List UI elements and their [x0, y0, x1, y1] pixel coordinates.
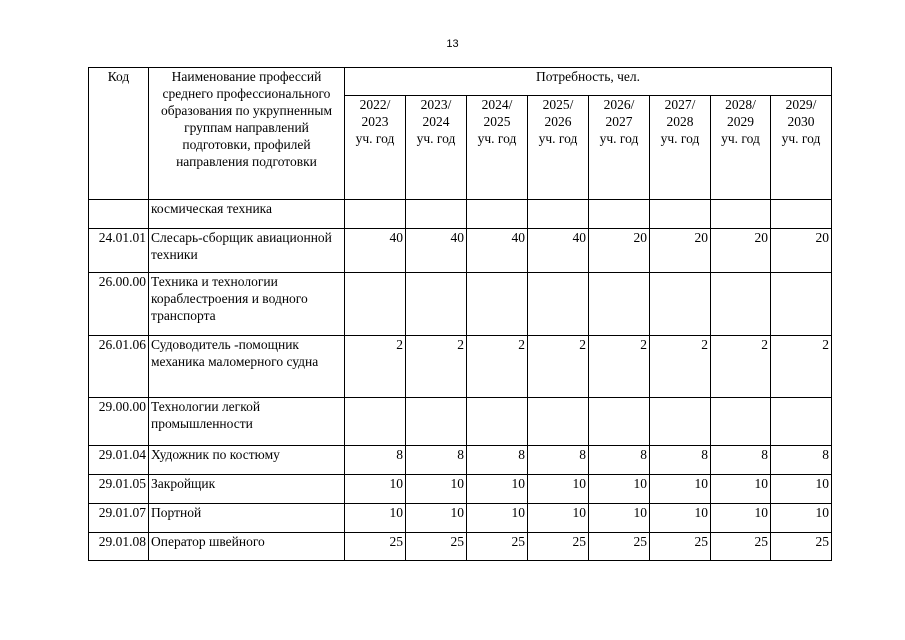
row-value	[589, 273, 650, 336]
row-value: 2	[467, 336, 528, 398]
row-value: 10	[650, 475, 711, 504]
header-year	[711, 96, 771, 200]
row-value: 8	[650, 446, 711, 475]
header-year-line: 2030	[787, 114, 815, 129]
row-value: 8	[528, 446, 589, 475]
row-code: 29.01.07	[89, 504, 149, 533]
row-value	[345, 273, 406, 336]
row-value: 25	[589, 533, 650, 561]
header-year-line: 2029/	[785, 97, 817, 112]
row-value: 10	[467, 475, 528, 504]
row-value: 40	[528, 229, 589, 273]
row-value: 10	[467, 504, 528, 533]
row-value: 2	[528, 336, 589, 398]
header-year	[345, 96, 406, 200]
row-value: 8	[771, 446, 832, 475]
row-value: 8	[406, 446, 467, 475]
row-value	[711, 200, 771, 229]
row-name: Портной	[149, 504, 345, 533]
header-name: Наименование профессий среднего профессионального образования по укрупненным группам направлений подготовки, профилей направления подготовки	[149, 68, 345, 200]
table-row	[89, 229, 832, 273]
row-name: космическая техника	[149, 200, 345, 229]
row-value: 2	[406, 336, 467, 398]
needs-table	[88, 67, 832, 561]
row-value: 2	[711, 336, 771, 398]
table-row	[89, 336, 832, 398]
header-year-line: уч. год	[721, 131, 760, 146]
row-value	[589, 200, 650, 229]
row-value: 2	[650, 336, 711, 398]
header-year	[771, 96, 832, 200]
row-code	[89, 200, 149, 229]
row-value	[711, 398, 771, 446]
row-value: 10	[650, 504, 711, 533]
row-value	[528, 398, 589, 446]
row-code: 26.01.06	[89, 336, 149, 398]
header-year-line: уч. год	[599, 131, 639, 146]
row-value	[771, 273, 832, 336]
header-year-line: 2027/	[664, 97, 696, 112]
row-value: 8	[589, 446, 650, 475]
row-value: 40	[406, 229, 467, 273]
row-value: 10	[589, 504, 650, 533]
row-value: 20	[771, 229, 832, 273]
row-value: 2	[345, 336, 406, 398]
row-value	[528, 273, 589, 336]
header-year-line: 2028/	[725, 97, 756, 112]
header-need: Потребность, чел.	[345, 68, 832, 96]
row-value: 25	[650, 533, 711, 561]
header-year-line: 2028	[666, 114, 694, 129]
table-row	[89, 475, 832, 504]
row-code: 26.00.00	[89, 273, 149, 336]
row-value	[771, 200, 832, 229]
row-value: 25	[711, 533, 771, 561]
header-year-line: уч. год	[660, 131, 700, 146]
row-name: Оператор швейного	[149, 533, 345, 561]
table-row	[89, 200, 832, 229]
row-value: 25	[528, 533, 589, 561]
header-year	[589, 96, 650, 200]
row-value	[345, 398, 406, 446]
row-value	[650, 200, 711, 229]
header-year	[467, 96, 528, 200]
header-year-line: 2029	[727, 114, 754, 129]
row-value	[771, 398, 832, 446]
header-year-line: 2024/	[481, 97, 513, 112]
row-value	[467, 398, 528, 446]
row-value: 10	[711, 504, 771, 533]
row-name: Слесарь-сборщик авиационной техники	[149, 229, 345, 273]
header-year-line: 2026/	[603, 97, 635, 112]
row-code: 24.01.01	[89, 229, 149, 273]
header-year-line: 2023	[361, 114, 389, 129]
row-name: Технологии легкой промышленности	[149, 398, 345, 446]
row-value: 20	[650, 229, 711, 273]
row-value: 10	[345, 475, 406, 504]
row-value: 8	[711, 446, 771, 475]
row-value: 2	[771, 336, 832, 398]
row-code: 29.01.04	[89, 446, 149, 475]
row-value	[528, 200, 589, 229]
header-row	[89, 68, 832, 96]
row-code: 29.00.00	[89, 398, 149, 446]
header-year-line: 2025	[483, 114, 511, 129]
header-year	[528, 96, 589, 200]
table-row	[89, 446, 832, 475]
row-value: 20	[589, 229, 650, 273]
row-name: Судоводитель -помощник механика маломерного судна	[149, 336, 345, 398]
header-year-line: 2022/	[359, 97, 391, 112]
row-code: 29.01.08	[89, 533, 149, 561]
header-year	[406, 96, 467, 200]
header-year-line: 2025/	[542, 97, 574, 112]
header-year-line: 2023/	[420, 97, 452, 112]
row-value: 10	[345, 504, 406, 533]
header-year-line: уч. год	[477, 131, 517, 146]
row-value: 10	[528, 475, 589, 504]
row-value: 10	[711, 475, 771, 504]
header-year-line: 2024	[422, 114, 450, 129]
header-year	[650, 96, 711, 200]
row-value: 10	[589, 475, 650, 504]
row-value: 10	[406, 504, 467, 533]
row-value: 20	[711, 229, 771, 273]
row-name: Закройщик	[149, 475, 345, 504]
row-value	[650, 273, 711, 336]
table-row	[89, 273, 832, 336]
header-year-line: 2026	[544, 114, 572, 129]
header-year-line: уч. год	[538, 131, 578, 146]
page-number: 13	[446, 38, 459, 50]
row-value: 10	[406, 475, 467, 504]
row-value: 2	[589, 336, 650, 398]
row-value: 8	[345, 446, 406, 475]
row-value: 40	[467, 229, 528, 273]
header-year-line: уч. год	[355, 131, 395, 146]
row-value	[589, 398, 650, 446]
row-value	[406, 200, 467, 229]
row-value: 25	[467, 533, 528, 561]
row-value: 25	[771, 533, 832, 561]
row-value	[711, 273, 771, 336]
row-value	[345, 200, 406, 229]
row-value: 10	[771, 504, 832, 533]
row-value	[406, 273, 467, 336]
row-value: 25	[406, 533, 467, 561]
table-row	[89, 398, 832, 446]
row-value	[467, 200, 528, 229]
row-name: Художник по костюму	[149, 446, 345, 475]
needs-table-body	[89, 68, 832, 561]
table-row	[89, 504, 832, 533]
row-value: 25	[345, 533, 406, 561]
header-year-line: 2027	[605, 114, 633, 129]
header-year-line: уч. год	[416, 131, 456, 146]
row-name: Техника и технологии кораблестроения и водного транспорта	[149, 273, 345, 336]
row-value	[406, 398, 467, 446]
header-code: Код	[89, 68, 149, 200]
row-value: 10	[528, 504, 589, 533]
row-value	[650, 398, 711, 446]
row-value	[467, 273, 528, 336]
row-code: 29.01.05	[89, 475, 149, 504]
row-value: 8	[467, 446, 528, 475]
table-row	[89, 533, 832, 561]
row-value: 10	[771, 475, 832, 504]
row-value: 40	[345, 229, 406, 273]
header-year-line: уч. год	[781, 131, 821, 146]
